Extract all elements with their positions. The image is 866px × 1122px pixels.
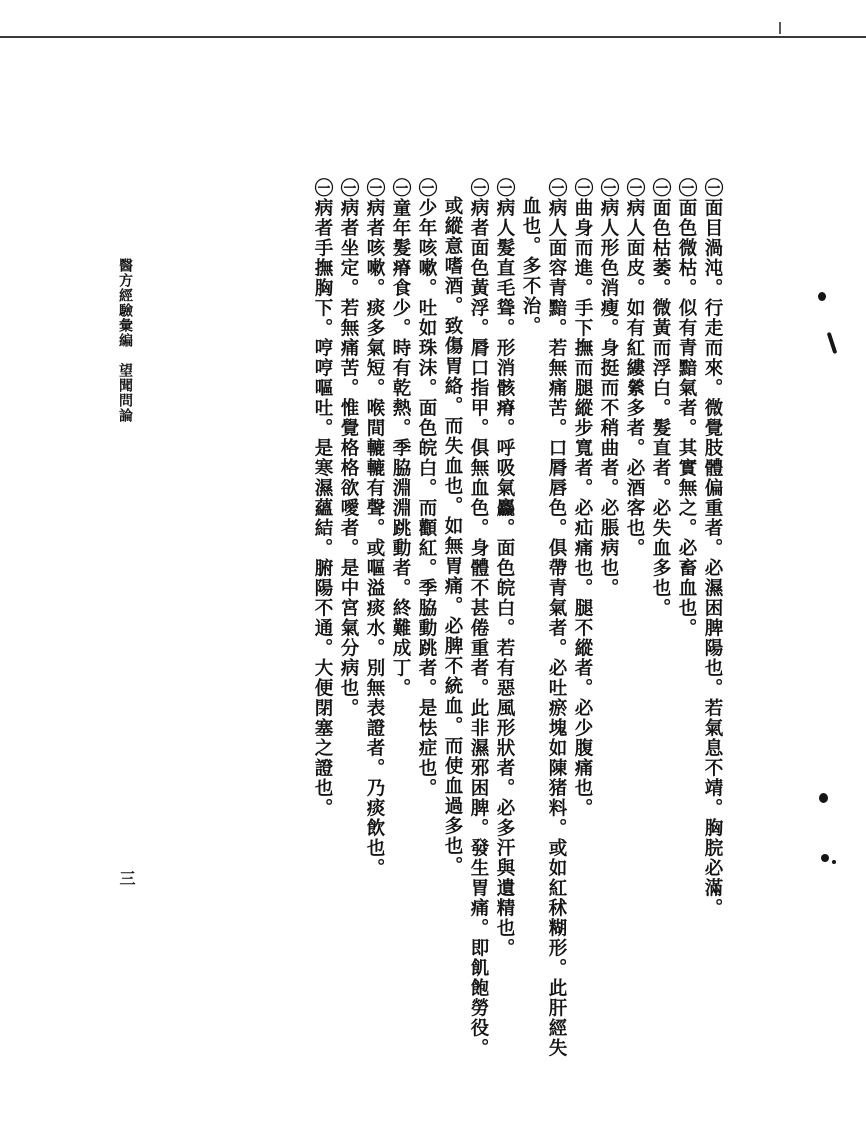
text-column: ㊀少年咳嗽。吐如珠沫。面色皖白。而顴紅。季脇動跳者。是怯症也。 [416, 178, 437, 798]
text-column: ㊀面色微枯。似有青黯氣者。其實無之。必畜血也。 [676, 178, 697, 638]
text-column: ㊀曲身而進。手下撫而腿縱步寬者。必疝痛也。腿不縱者。必少腹痛也。 [572, 178, 593, 818]
margin-mark [779, 22, 781, 34]
text-column: ㊀面色枯萎。微黃而浮白。髮直者。必失血多也。 [650, 178, 671, 618]
text-column: ㊀病者面色黃浮。脣口指甲。俱無血色。身體不甚倦重者。此非濕邪困脾。發生胃痛。即飢飽勞役。 [468, 178, 489, 1058]
text-column: ㊀病人面皮。如有紅縷縈多者。必酒客也。 [624, 178, 645, 558]
top-rule [0, 36, 866, 38]
ink-spot [819, 793, 828, 803]
text-column: 血也。多不治。 [520, 196, 541, 336]
text-column: ㊀病者手撫胸下。哼哼嘔吐。是寒濕蘊結。腑陽不通。大便閉塞之證也。 [312, 178, 333, 818]
ink-spot [821, 854, 829, 862]
text-column: ㊀病人形色消瘦。身挺而不稍曲者。必脹病也。 [598, 178, 619, 598]
running-header: 醫方經驗彙編 望聞問論 [117, 258, 133, 423]
text-column: ㊀面目渦沌。行走而來。微覺肢體偏重者。必濕困脾陽也。若氣息不靖。胸脘必滿。 [702, 178, 723, 918]
text-column: ㊀童年髮瘠食少。時有乾熱。季脇淵淵跳動者。終難成丁。 [390, 178, 411, 698]
page-number: 三 [117, 870, 136, 886]
text-column: ㊀病人面容青黯。若無痛苦。口脣唇色。俱帶青氣者。必吐瘀塊如陳猪料。或如紅秫糊形。此肝經失 [546, 178, 567, 1058]
ink-spot [827, 332, 838, 354]
text-column: ㊀病者坐定。若無痛苦。惟覺格格欲噯者。是中宮氣分病也。 [338, 178, 359, 718]
ink-spot [818, 292, 826, 301]
text-column: 或縱意嗜酒。致傷胃絡。而失血也。如無胃痛。必脾不統血。而使血過多也。 [442, 196, 463, 876]
text-column: ㊀病者咳嗽。痰多氣短。喉間轆轆有聲。或嘔溢痰水。別無表證者。乃痰飲也。 [364, 178, 385, 878]
ink-spot [832, 860, 836, 864]
text-column: ㊀病人髮直毛聳。形消骸瘠。呼吸氣麤。面色皖白。若有惡風形狀者。必多汗與遺精也。 [494, 178, 515, 958]
